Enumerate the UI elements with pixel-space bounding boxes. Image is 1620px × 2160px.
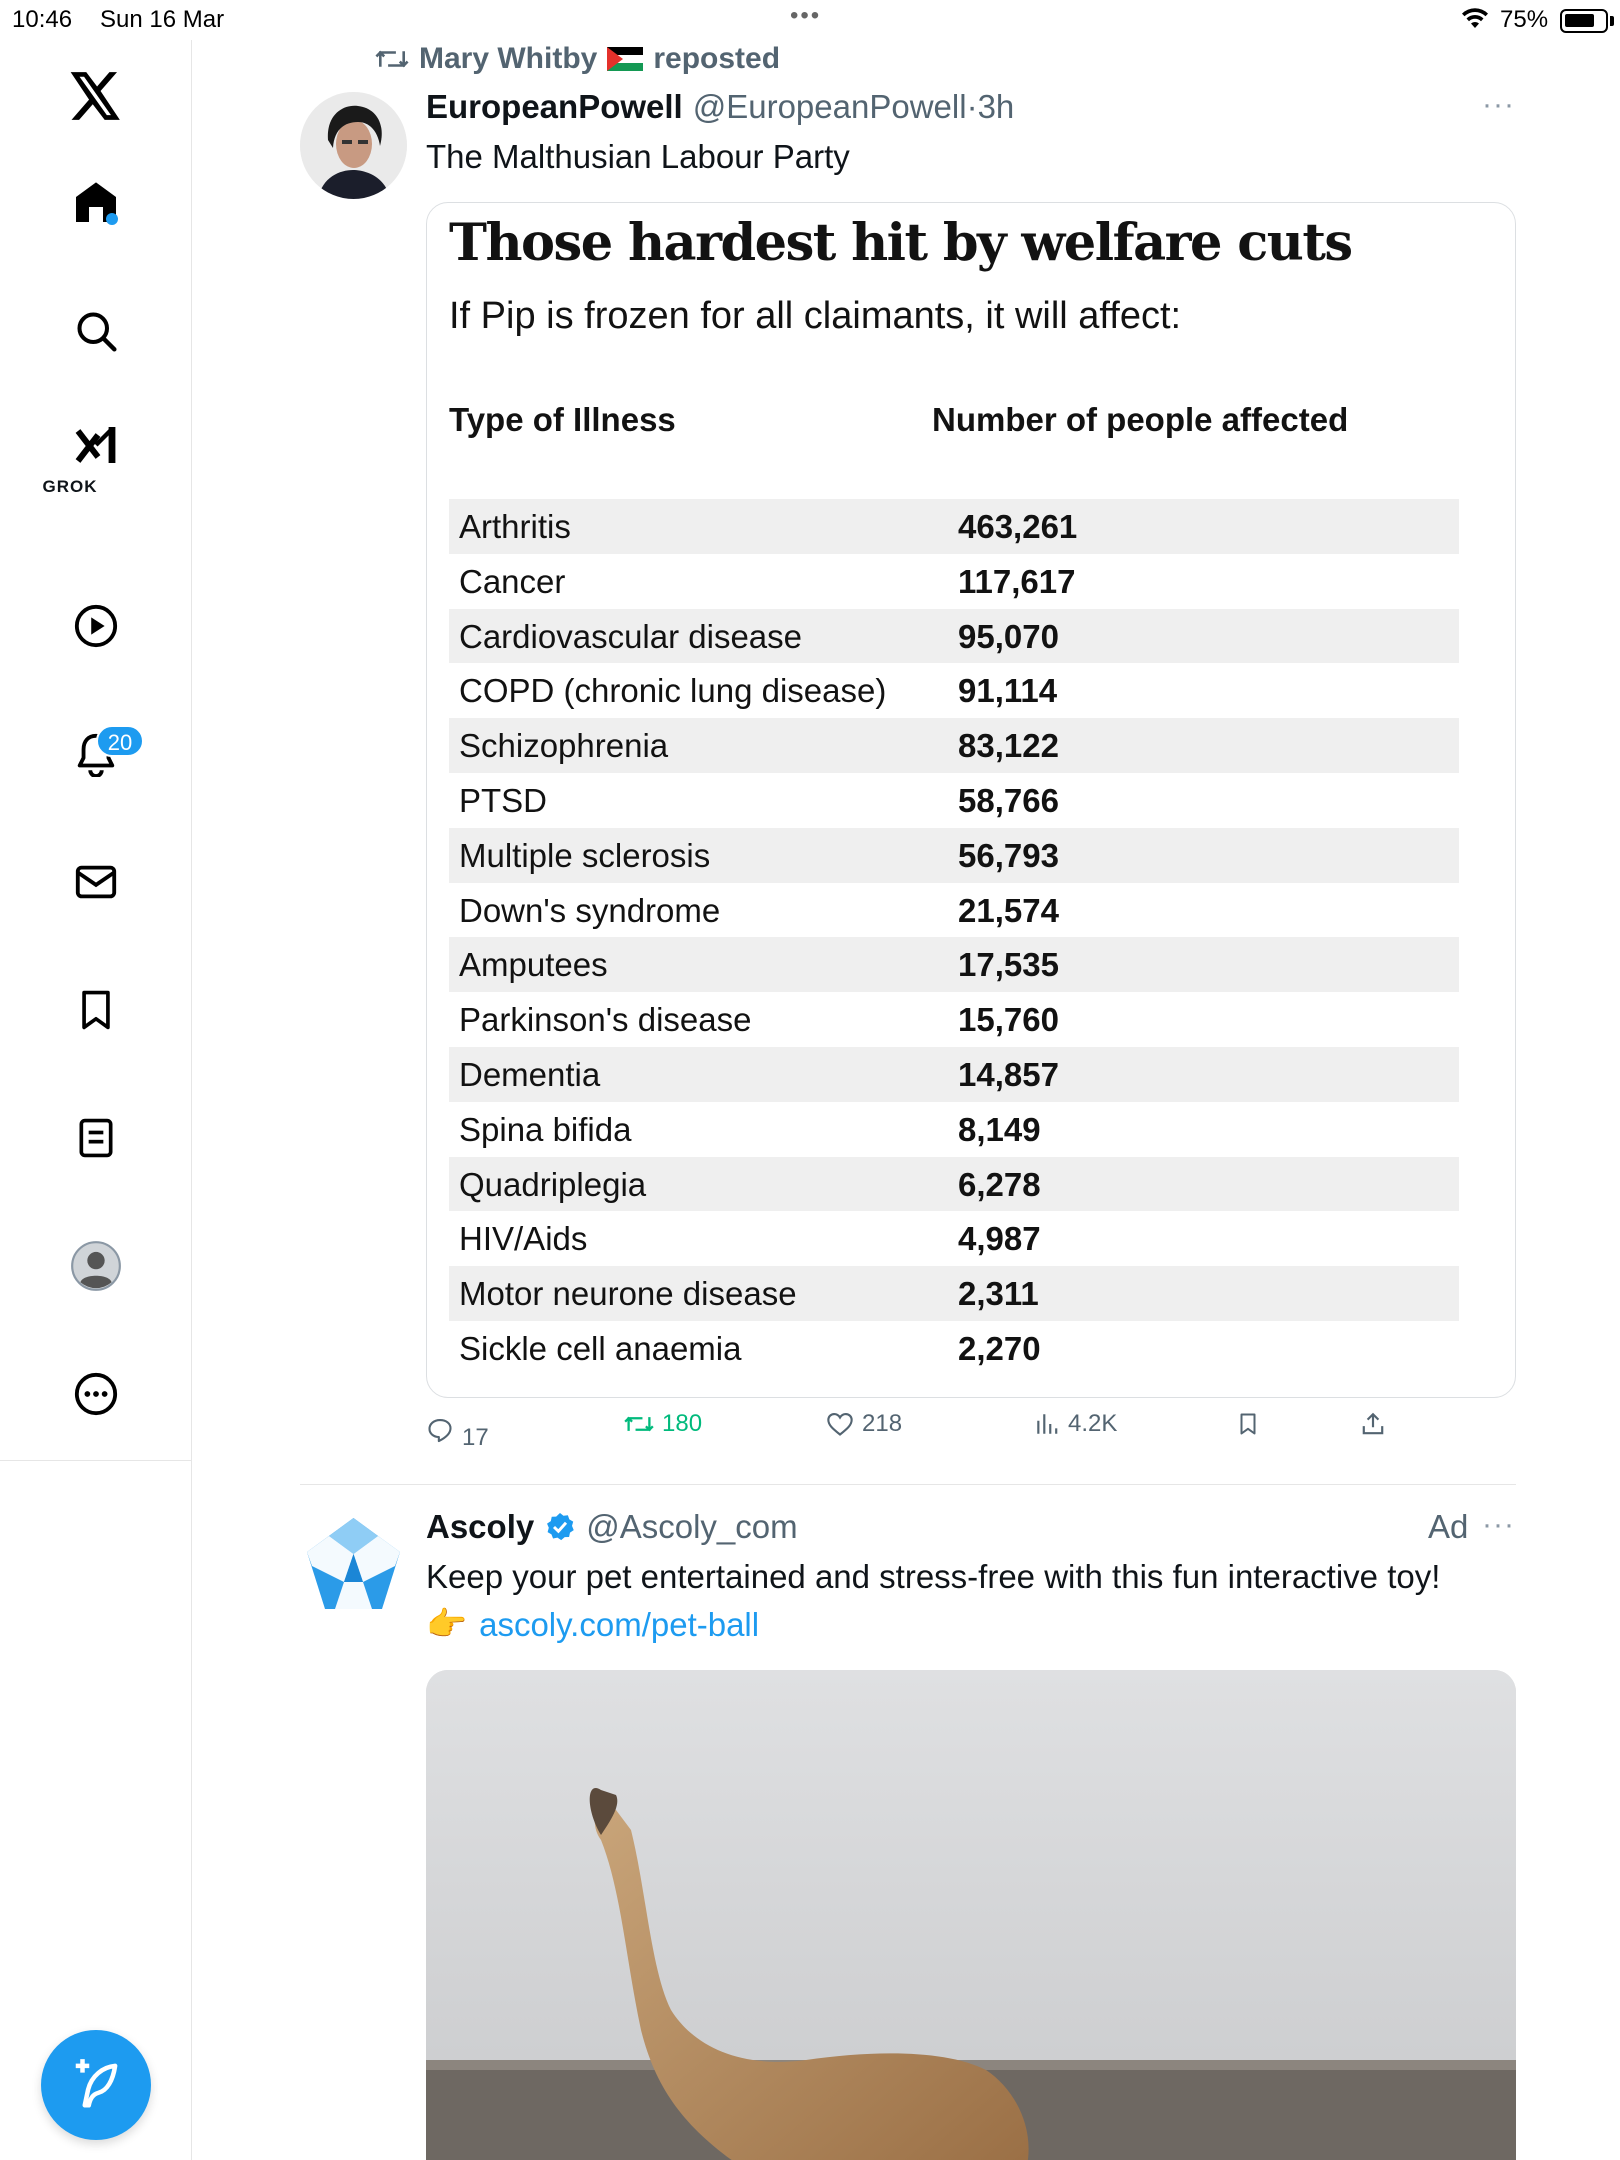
people-affected-value: 21,574 (958, 891, 1059, 929)
author-handle[interactable] (693, 88, 1015, 126)
ad-author-avatar[interactable] (300, 1514, 407, 1621)
illness-name: Cardiovascular disease (459, 617, 803, 655)
table-row (449, 554, 1459, 609)
status-bar (0, 0, 1620, 40)
ad-video-media[interactable] (426, 1670, 1516, 2160)
views-button[interactable] (1034, 1410, 1117, 1438)
people-affected-value: 2,311 (958, 1275, 1039, 1313)
table-row (449, 718, 1459, 773)
illness-name: Schizophrenia (459, 727, 669, 765)
pointing-hand-icon: 👉 (426, 1605, 468, 1642)
table-row (449, 663, 1459, 718)
tweet-image-card[interactable] (426, 202, 1516, 1398)
people-affected-value: 463,261 (958, 508, 1078, 545)
table-row (449, 1211, 1459, 1266)
heart-icon (826, 1411, 854, 1437)
table-row (449, 828, 1459, 883)
x-logo-icon[interactable] (60, 60, 132, 132)
people-affected-value: 56,793 (958, 836, 1059, 874)
reposted-label: reposted (653, 42, 781, 75)
like-count: 218 (862, 1410, 903, 1437)
share-button[interactable] (1360, 1410, 1386, 1438)
column-header-illness: Type of Illness (449, 401, 676, 438)
reply-icon (426, 1416, 454, 1444)
people-affected-value: 117,617 (958, 562, 1076, 600)
people-affected-value: 91,114 (958, 672, 1058, 710)
illness-name: PTSD (459, 781, 548, 819)
reposter-name[interactable]: Mary Whitby (419, 42, 598, 75)
profile-avatar-icon[interactable] (60, 1230, 132, 1302)
battery-icon (1560, 9, 1608, 33)
compose-post-button[interactable] (41, 2030, 151, 2140)
author-name[interactable]: EuropeanPowell (426, 88, 683, 125)
column-header-affected: Number of people affected (932, 401, 1349, 438)
ad-text: Keep your pet entertained and stress-free with this fun interactive toy! (426, 1558, 1441, 1595)
people-affected-value: 58,766 (958, 781, 1059, 819)
tweet-more-options-icon[interactable]: ··· (1482, 88, 1515, 121)
palestine-flag-icon (607, 47, 643, 71)
people-affected-value: 14,857 (958, 1055, 1059, 1093)
illness-table (449, 499, 1459, 1376)
reply-button[interactable] (426, 1416, 489, 1451)
illness-name: Cancer (459, 562, 566, 600)
ad-link[interactable]: ascoly.com/pet-ball (479, 1605, 760, 1643)
illness-name: Sickle cell anaemia (459, 1329, 742, 1367)
battery-tip (1610, 16, 1614, 26)
time-separator: · (966, 88, 978, 125)
illness-name: Quadriplegia (459, 1165, 647, 1203)
people-affected-value: 17,535 (958, 946, 1059, 984)
author-handle-text: @EuropeanPowell (692, 88, 967, 125)
ad-link-line (426, 1605, 759, 1644)
illness-name: Multiple sclerosis (459, 836, 711, 874)
battery-percent: 75% (1500, 6, 1549, 33)
table-row (449, 1047, 1459, 1102)
sidebar-divider (0, 1460, 192, 1461)
table-row (449, 937, 1459, 992)
video-icon[interactable] (60, 590, 132, 662)
multitasking-dots-icon[interactable]: ••• (790, 2, 822, 29)
wifi-icon (1460, 4, 1490, 37)
home-unread-dot (106, 213, 118, 225)
table-row (449, 609, 1459, 664)
ad-more-options-icon[interactable]: ··· (1482, 1508, 1515, 1541)
people-affected-value: 15,760 (958, 1001, 1059, 1039)
battery-level-fill (1565, 14, 1594, 27)
ad-label: Ad (1428, 1508, 1469, 1545)
table-row (449, 883, 1459, 938)
status-time: 10:46 (12, 6, 73, 33)
repost-button[interactable] (624, 1410, 702, 1438)
author-avatar[interactable] (300, 92, 407, 199)
illness-name: Arthritis (459, 508, 571, 545)
people-affected-value: 95,070 (958, 617, 1059, 655)
tweet-time: 3h (977, 88, 1015, 125)
grok-label: GROK (42, 477, 98, 496)
reply-count: 17 (462, 1424, 489, 1451)
table-row (449, 992, 1459, 1047)
bookmark-icon (1236, 1410, 1260, 1438)
image-subtitle: If Pip is frozen for all claimants, it will affect: (449, 295, 1182, 337)
table-row (449, 1266, 1459, 1321)
verified-badge-icon (544, 1511, 576, 1543)
like-button[interactable] (826, 1410, 902, 1438)
ad-author-handle[interactable]: @Ascoly_com (586, 1508, 798, 1545)
tweet-separator (300, 1484, 1516, 1485)
grok-icon[interactable] (60, 410, 132, 482)
messages-envelope-icon[interactable] (60, 846, 132, 918)
people-affected-value: 2,270 (958, 1329, 1041, 1367)
search-icon[interactable] (60, 295, 132, 367)
illness-name: COPD (chronic lung disease) (459, 672, 887, 710)
table-row (449, 499, 1459, 554)
repost-count: 180 (662, 1410, 703, 1437)
illness-name: Dementia (459, 1055, 601, 1093)
lists-icon[interactable] (60, 1102, 132, 1174)
table-row (449, 773, 1459, 828)
ad-author-name[interactable]: Ascoly (426, 1508, 535, 1545)
table-row (449, 1157, 1459, 1212)
sidebar (0, 40, 192, 2160)
notification-count-badge: 20 (96, 725, 144, 757)
illness-name: Amputees (459, 946, 608, 984)
illness-name: Motor neurone disease (459, 1275, 797, 1313)
status-date: Sun 16 Mar (100, 6, 225, 33)
illness-name: HIV/Aids (459, 1220, 588, 1258)
illness-name: Parkinson's disease (459, 1001, 752, 1039)
tweet-text: The Malthusian Labour Party (426, 138, 850, 175)
illness-name: Spina bifida (459, 1110, 632, 1148)
illness-name: Down's syndrome (459, 891, 721, 929)
repost-icon (375, 46, 409, 72)
views-chart-icon (1034, 1411, 1060, 1437)
more-options-icon[interactable] (60, 1358, 132, 1430)
repost-context[interactable] (375, 42, 780, 76)
people-affected-value: 4,987 (958, 1220, 1041, 1258)
table-row (449, 1102, 1459, 1157)
views-count: 4.2K (1068, 1410, 1118, 1437)
tweet-action-bar (426, 1410, 1426, 1460)
ad-header (426, 1508, 798, 1546)
repost-action-icon (624, 1411, 654, 1437)
bookmarks-icon[interactable] (60, 974, 132, 1046)
tweet-header (426, 88, 1014, 126)
home-icon[interactable] (60, 166, 132, 238)
image-title: Those hardest hit by welfare cuts (449, 213, 1352, 273)
table-row (449, 1321, 1459, 1376)
people-affected-value: 8,149 (958, 1110, 1041, 1148)
people-affected-value: 83,122 (958, 727, 1059, 765)
bookmark-button[interactable] (1236, 1410, 1260, 1438)
people-affected-value: 6,278 (958, 1165, 1041, 1203)
share-upload-icon (1360, 1410, 1386, 1438)
